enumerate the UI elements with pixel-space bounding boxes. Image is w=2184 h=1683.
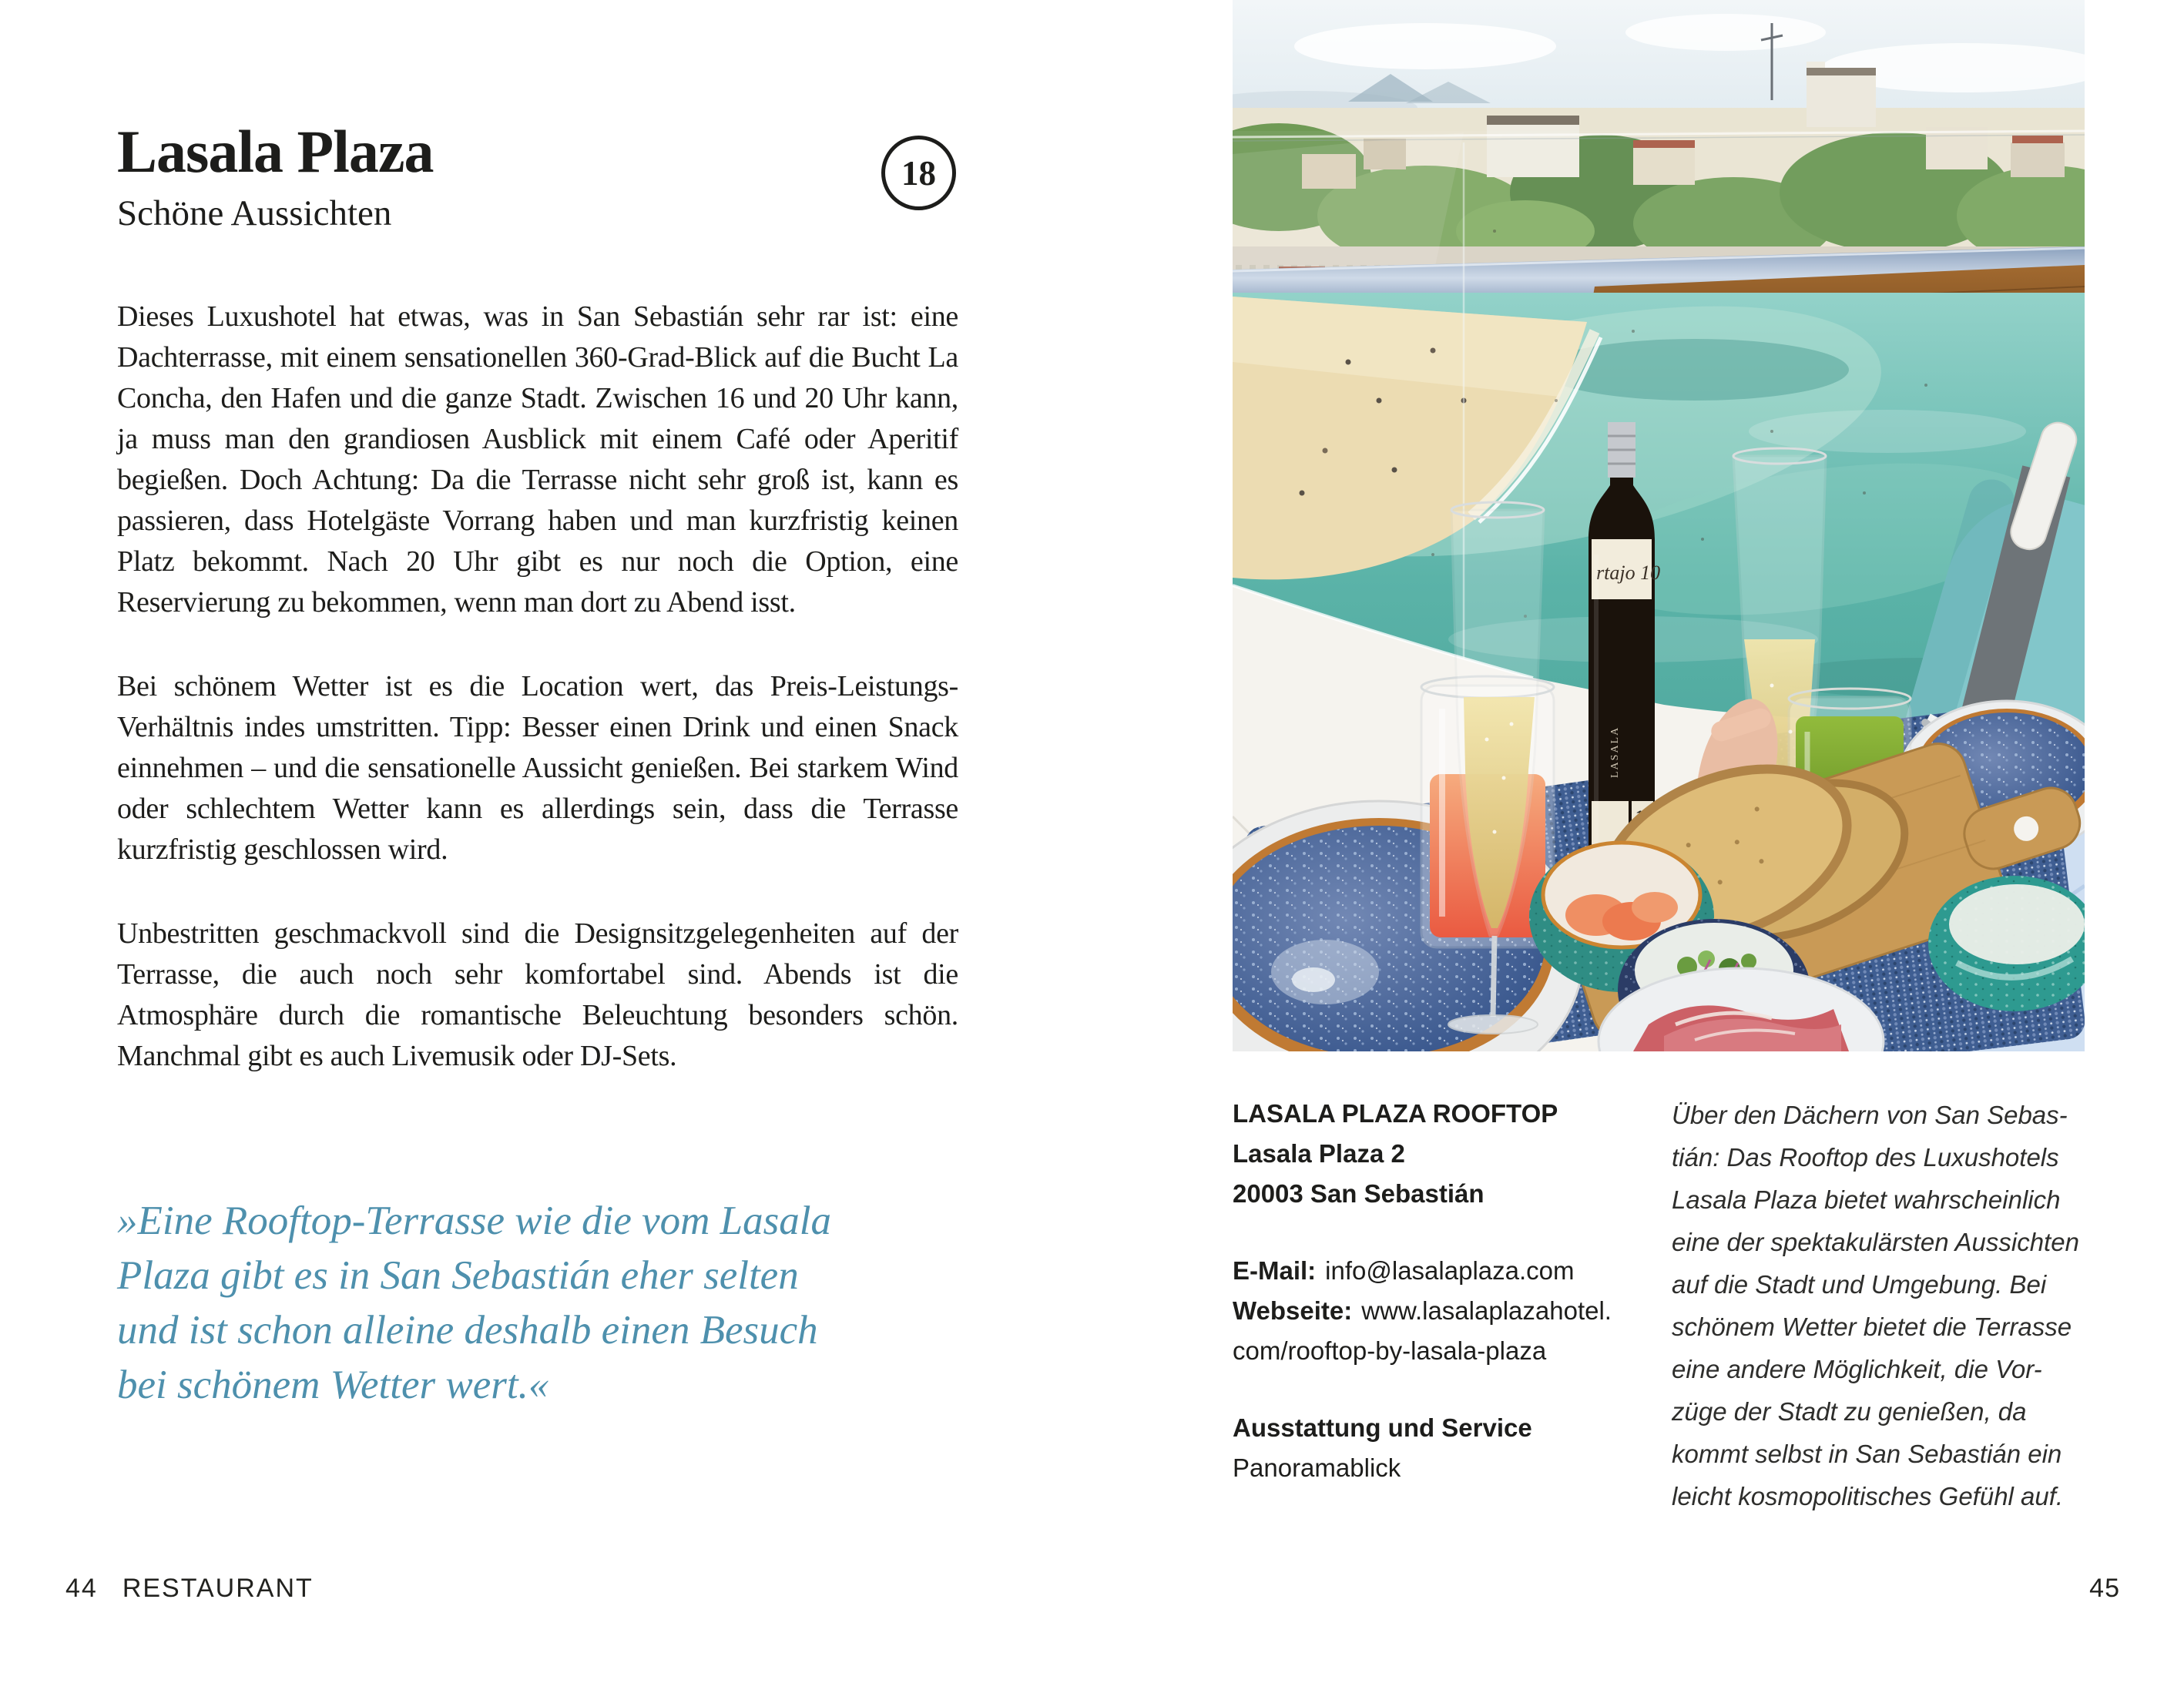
description-line: kommt selbst in San Sebastián ein xyxy=(1672,1440,2062,1468)
description-line: eine der spektakulärsten Aussichten xyxy=(1672,1228,2079,1256)
website-row xyxy=(1233,1291,1652,1331)
description-line: tián: Das Rooftop des Luxushotels xyxy=(1672,1143,2059,1172)
website-value: www.lasalaplazahotel. xyxy=(1361,1296,1612,1325)
paragraph: Dieses Luxushotel hat etwas, was in San Sebastián sehr rar ist: eine Dachterrasse, mit einem sensationellen 360-Grad-Blick auf die Bucht La Concha, den Hafen und die ganze Stadt. Zwischen 16 und 20 Uhr kann, ja muss man den grandiosen Ausblick mit einem Café oder Aperitif begießen. Doch Achtung: Da die Terrasse nicht sehr groß ist, kann es passieren, dass Hotelgäste Vorrang haben und man kurzfristig keinen Platz bekommt. Nach 20 Uhr gibt es nur noch die Option, eine Reservierung zu bekommen, wenn man dort zu Abend isst. xyxy=(117,300,958,619)
rooftop-photo xyxy=(1233,0,2085,1051)
article-body xyxy=(117,297,958,1120)
email-value: info@lasalaplaza.com xyxy=(1325,1256,1575,1285)
page-number-right: 45 xyxy=(2089,1574,2120,1603)
quote-line: und ist schon alleine deshalb einen Besuch xyxy=(117,1308,818,1353)
paragraph: Bei schönem Wetter ist es die Location wert, das Preis-Leistungs-Verhältnis indes umstritten. Tipp: Besser einen Drink und einen Snack einnehmen – und die sensationelle Aussicht genießen. Bei starkem Wind oder schlechtem Wetter kann es allerdings sein, dass die Terrasse kurzfristig geschlossen wird. xyxy=(117,670,958,866)
email-row xyxy=(1233,1251,1652,1291)
amenities-value: Panoramablick xyxy=(1233,1453,1401,1482)
bottle-small-label: LASALA xyxy=(1609,726,1621,778)
description-line: eine andere Möglichkeit, die Vor- xyxy=(1672,1355,2042,1383)
badge-number: 18 xyxy=(901,153,936,193)
description-line: schönem Wetter bietet die Terrasse xyxy=(1672,1313,2072,1341)
footer-right xyxy=(2003,1573,2120,1604)
venue-info xyxy=(1233,1094,1652,1488)
description-line: auf die Stadt und Umgebung. Bei xyxy=(1672,1270,2047,1299)
email-label: E-Mail: xyxy=(1233,1256,1317,1285)
venue-description xyxy=(1672,1094,2092,1517)
description-line: leicht kosmopolitisches Gefühl auf. xyxy=(1672,1482,2064,1510)
website-row-continued: com/rooftop-by-lasala-plaza xyxy=(1233,1336,1547,1365)
pull-quote xyxy=(117,1194,831,1413)
rooftop-photo-art xyxy=(1233,0,2085,1051)
quote-line: Plaza gibt es in San Sebastián eher selten xyxy=(117,1253,799,1298)
description-line: Über den Dächern von San Sebas- xyxy=(1672,1101,2068,1129)
page-title: Lasala Plaza xyxy=(117,118,434,185)
venue-city: 20003 San Sebastián xyxy=(1233,1179,1485,1208)
paragraph: Unbestritten geschmackvoll sind die Designsitzgelegenheiten auf der Terrasse, die auch noch sehr komfortabel sind. Abends ist die Atmosphäre durch die romantische Beleuchtung besonders schön. Manchmal gibt es auch Livemusik oder DJ-Sets. xyxy=(117,917,958,1072)
section-label: RESTAURANT xyxy=(122,1574,314,1603)
footer-left xyxy=(65,1573,314,1604)
quote-line: »Eine Rooftop-Terrasse wie die vom Lasala xyxy=(117,1199,831,1243)
bottle-band-label: rtajo 10 xyxy=(1596,562,1661,584)
location-number-badge xyxy=(881,136,956,210)
website-label: Webseite: xyxy=(1233,1296,1353,1325)
amenities-heading: Ausstattung und Service xyxy=(1233,1413,1532,1442)
venue-street: Lasala Plaza 2 xyxy=(1233,1139,1405,1168)
description-line: züge der Stadt zu genießen, da xyxy=(1672,1397,2027,1426)
description-line: Lasala Plaza bietet wahrscheinlich xyxy=(1672,1185,2061,1214)
quote-line: bei schönem Wetter wert.« xyxy=(117,1363,549,1407)
page-number-left: 44 xyxy=(65,1574,98,1603)
page-subtitle: Schöne Aussichten xyxy=(117,193,392,233)
venue-name: LASALA PLAZA ROOFTOP xyxy=(1233,1099,1558,1128)
